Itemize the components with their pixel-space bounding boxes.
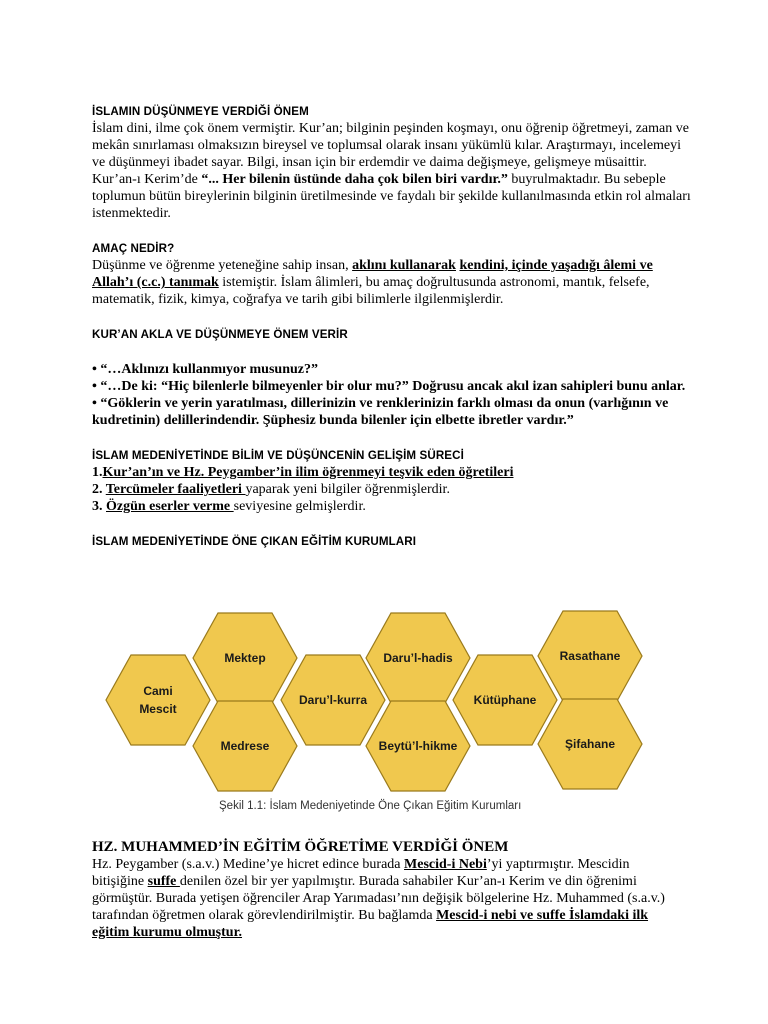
emphasis-text: kendini, içinde yaşadığı âlemi ve Allah’ı (c.c.) tanımak <box>92 258 653 290</box>
hexagon-label: Beytü’l-hikme <box>378 739 458 753</box>
figure-caption: Şekil 1.1: İslam Medeniyetinde Öne Çıkan Eğitim Kurumları <box>219 800 522 812</box>
section-heading-institutions: İSLAM MEDENİYETİNDE ÖNE ÇIKAN EĞİTİM KURUMLARI <box>92 535 417 548</box>
section-heading-quran-reason: KUR’AN AKLA VE DÜŞÜNMEYE ÖNEM VERİR <box>92 328 348 341</box>
bullet-item: • “…Aklınızı kullanmıyor musunuz?” <box>92 362 318 377</box>
paragraph-text: istemiştir. İslam âlimleri, bu amaç doğrultusunda astronomi, mantık, felsefe, matematik, fizik, kimya, coğrafya ve tarih gibi bilimlerle ilgilenmişlerdir. <box>92 275 650 307</box>
section-heading-prophet-education: HZ. MUHAMMED’İN EĞİTİM ÖĞRETİME VERDİĞİ ÖNEM <box>92 839 509 855</box>
hexagon-label: Mektep <box>224 651 266 665</box>
bullet-item: • “Göklerin ve yerin yaratılması, dillerinizin ve renklerinizin farklı olması da onun (varlığının ve kudretinin) delillerindendir. Şüphesiz bunda bilenler için elbette ibretler vardır.” <box>92 396 669 428</box>
numbered-item <box>92 498 692 515</box>
paragraph-text: denilen özel bir yer yapılmıştır. Burada sahabiler Kur’an-ı Kerim ve din öğrenimi görmüştür. Burada yetişen öğrenciler Arap Yarımadası’nın değişik bölgelerine Hz. Muhammed (s.a.v.) tarafından öğretmen olarak görevlendirilmiştir. Bu bağlamda <box>92 874 665 923</box>
bullet-item: • “…De ki: “Hiç bilenlerle bilmeyenler bir olur mu?” Doğrusu ancak akıl izan sahipleri bunu anlar. <box>92 379 686 394</box>
paragraph-purpose <box>92 257 692 308</box>
document-page <box>92 104 692 550</box>
paragraph-text: ’yi yaptırmıştır. Mescidin bitişiğine <box>92 857 630 889</box>
hexagon-sifahane <box>537 698 643 790</box>
section-heading-development: İSLAM MEDENİYETİNDE BİLİM VE DÜŞÜNCENİN GELİŞİM SÜRECİ <box>92 449 464 462</box>
hexagon-label: Daru’l-hadis <box>383 651 453 665</box>
hexagon-label: Cami Mescit <box>139 684 177 716</box>
paragraph-text: İslam dini, ilme çok önem vermiştir. Kur’an; bilginin peşinden koşmayı, onu öğrenip öğretmeyi, zaman ve mekân sınırlaması olmaksızın bireysel ve toplumsal olarak insanı yükümlü kılar. Araştırmayı, incelemeyi ve düşünmeyi ibadet sayar. Bilgi, insan için bir erdemdir ve daima değişmeye, gelişmeye müsaittir. Kur’an-ı Kerim’de <box>92 121 689 187</box>
section-heading-islam-thinking: İSLAMIN DÜŞÜNMEYE VERDİĞİ ÖNEM <box>92 105 309 118</box>
emphasis-text: suffe <box>147 874 180 889</box>
numbered-item <box>92 464 692 481</box>
paragraph-islam-thinking <box>92 120 692 222</box>
paragraph-text: buyrulmaktadır. Bu sebeple toplumun bütün bireylerinin bilginin üretilmesinde ve faydalı bir şekilde kullanılmasında etkin rol almaları istenmektedir. <box>92 172 691 221</box>
hexagon-label: Kütüphane <box>473 693 537 707</box>
paragraph-text: Hz. Peygamber (s.a.v.) Medine’ye hicret edince burada <box>92 857 405 872</box>
hexagon-label: Rasathane <box>559 649 621 663</box>
quote-text: “... Her bilenin üstünde daha çok bilen biri vardır.” <box>201 172 508 187</box>
paragraph-text: seviyesine gelmişlerdir. <box>233 499 366 514</box>
item-number: 2. <box>92 482 106 497</box>
institutions-hexagon-figure <box>100 604 660 816</box>
section-heading-purpose: AMAÇ NEDİR? <box>92 242 175 255</box>
numbered-item <box>92 481 692 498</box>
paragraph-text: Düşünme ve öğrenme yeteneğine sahip insan, <box>92 258 353 273</box>
section-prophet-education <box>92 838 682 941</box>
hexagon-label: Daru’l-kurra <box>298 693 368 707</box>
paragraph-text: yaparak yeni bilgiler öğrenmişlerdir. <box>245 482 450 497</box>
emphasis-text: Kur’an’ın ve Hz. Peygamber’in ilim öğrenmeyi teşvik eden öğretileri <box>102 465 514 480</box>
emphasis-text: Mescid-i Nebi <box>404 857 487 872</box>
emphasis-text: Mescid-i nebi ve suffe İslamdaki ilk eğitim kurumu olmuştur. <box>92 908 649 940</box>
emphasis-text: aklını kullanarak <box>352 258 456 273</box>
emphasis-text: Tercümeler faaliyetleri <box>105 482 246 497</box>
hexagon-label: Medrese <box>220 739 270 753</box>
hexagon-rasathane <box>537 610 643 702</box>
hexagon-label: Şifahane <box>564 737 615 751</box>
paragraph-prophet-education <box>92 856 682 941</box>
emphasis-text: Özgün eserler verme <box>106 499 234 514</box>
item-number: 1. <box>92 465 103 480</box>
item-number: 3. <box>92 499 106 514</box>
